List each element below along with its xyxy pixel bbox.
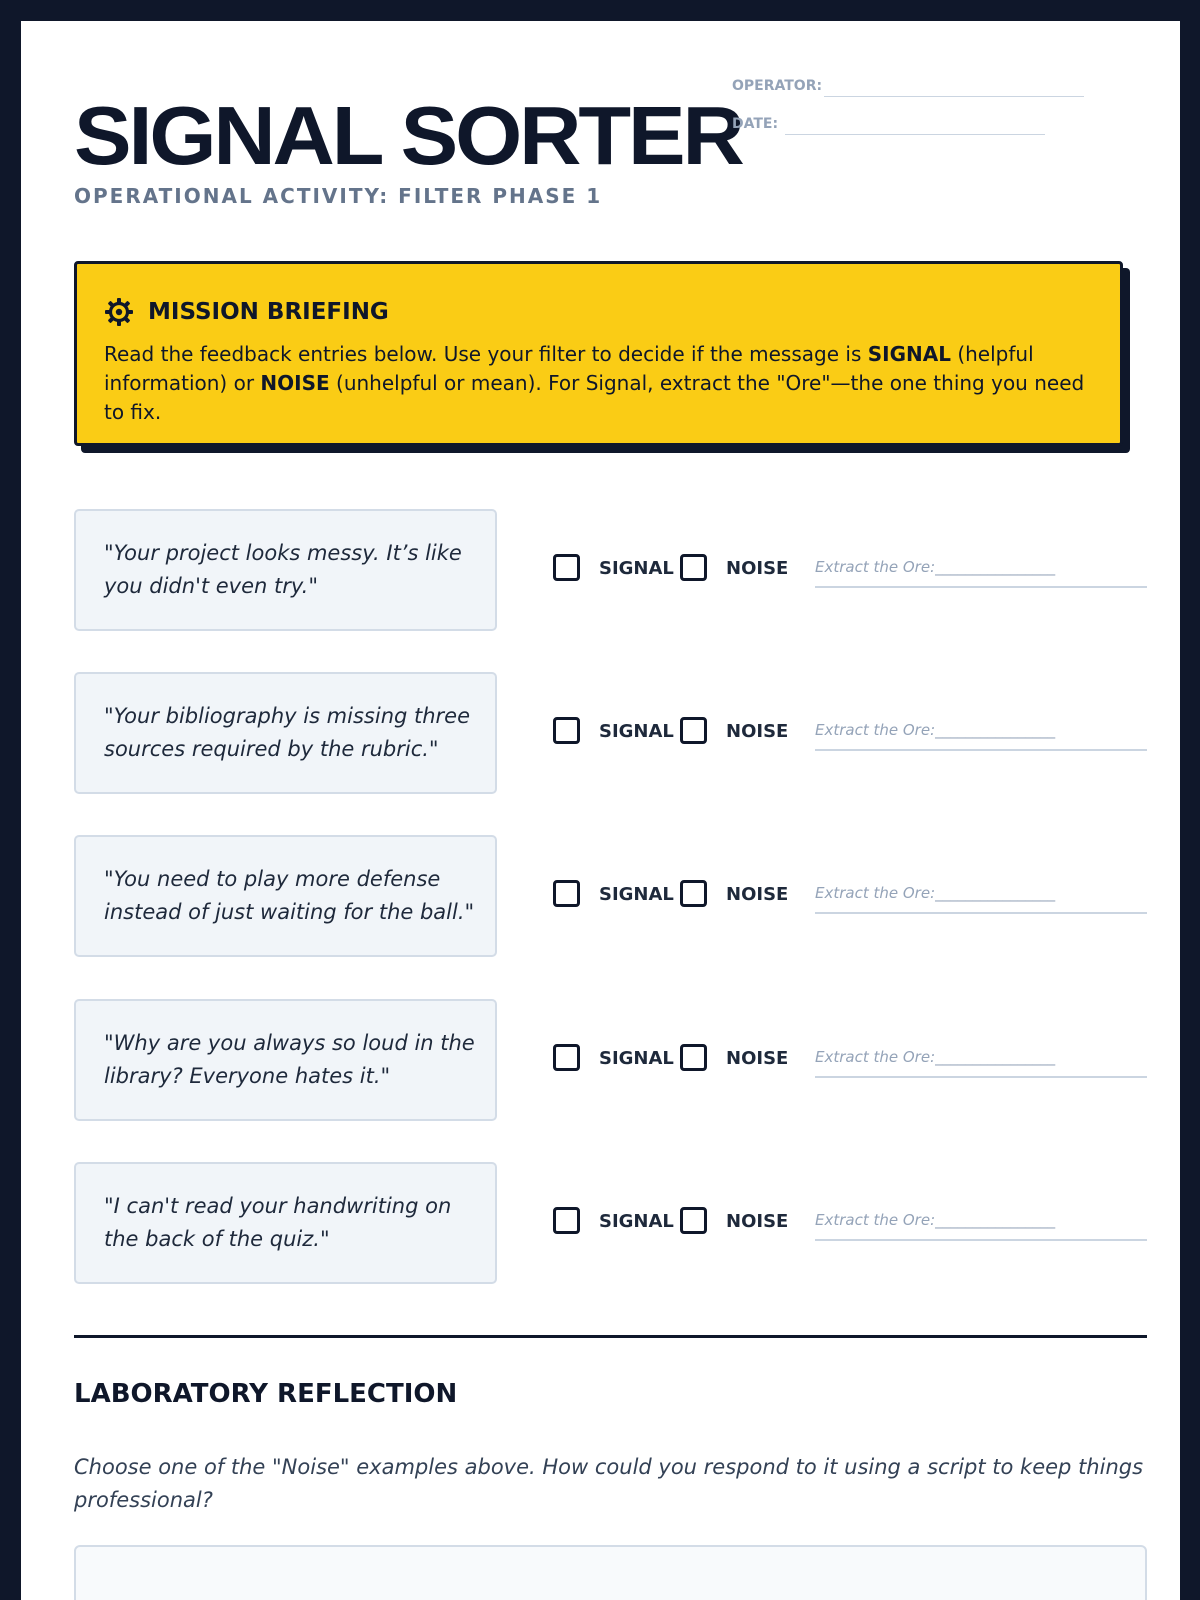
operator-label: OPERATOR: <box>732 78 823 94</box>
date-field[interactable] <box>785 134 1045 135</box>
reflection-title: LABORATORY REFLECTION <box>74 1379 458 1409</box>
section-divider <box>74 1335 1147 1338</box>
signal-keyword: SIGNAL <box>867 342 951 366</box>
noise-checkbox[interactable] <box>680 880 707 907</box>
signal-checkbox[interactable] <box>553 880 580 907</box>
noise-label: NOISE <box>726 884 789 905</box>
signal-label: SIGNAL <box>599 1211 674 1232</box>
signal-checkbox[interactable] <box>553 1044 580 1071</box>
feedback-entry <box>74 509 1147 631</box>
ore-answer-field[interactable] <box>815 749 1147 751</box>
page-subtitle: OPERATIONAL ACTIVITY: FILTER PHASE 1 <box>74 184 603 208</box>
signal-checkbox[interactable] <box>553 1207 580 1234</box>
noise-checkbox[interactable] <box>680 717 707 744</box>
feedback-quote: "I can't read your handwriting on the back of the quiz." <box>74 1162 497 1284</box>
noise-keyword: NOISE <box>260 371 330 395</box>
ore-answer-field[interactable] <box>815 1239 1147 1241</box>
date-label: DATE: <box>732 116 779 132</box>
ore-label: Extract the Ore:________________ <box>815 1211 1056 1229</box>
page-title: SIGNAL SORTER <box>74 89 742 182</box>
ore-label: Extract the Ore:________________ <box>815 1048 1056 1066</box>
signal-label: SIGNAL <box>599 558 674 579</box>
mission-briefing-box <box>74 261 1123 446</box>
briefing-title: MISSION BRIEFING <box>148 299 389 325</box>
feedback-quote: "Why are you always so loud in the library? Everyone hates it." <box>74 999 497 1121</box>
briefing-header <box>104 292 1094 332</box>
ore-label: Extract the Ore:________________ <box>815 721 1056 739</box>
feedback-quote: "Your bibliography is missing three sources required by the rubric." <box>74 672 497 794</box>
gear-icon <box>104 297 134 327</box>
noise-checkbox[interactable] <box>680 554 707 581</box>
feedback-entry <box>74 999 1147 1121</box>
ore-label: Extract the Ore:________________ <box>815 884 1056 902</box>
ore-answer-field[interactable] <box>815 912 1147 914</box>
signal-label: SIGNAL <box>599 884 674 905</box>
noise-label: NOISE <box>726 721 789 742</box>
feedback-quote: "Your project looks messy. It’s like you didn't even try." <box>74 509 497 631</box>
operator-field[interactable] <box>824 96 1084 97</box>
signal-checkbox[interactable] <box>553 554 580 581</box>
noise-label: NOISE <box>726 1211 789 1232</box>
ore-answer-field[interactable] <box>815 586 1147 588</box>
feedback-entry <box>74 1162 1147 1284</box>
feedback-entry <box>74 672 1147 794</box>
feedback-quote: "You need to play more defense instead of just waiting for the ball." <box>74 835 497 957</box>
briefing-text: Read the feedback entries below. Use your filter to decide if the message is SIGNAL (helpful information) or NOISE (unhelpful or mean). For Signal, extract the "Ore"—the one thing you need to fix. <box>104 342 1085 424</box>
ore-label: Extract the Ore:________________ <box>815 558 1056 576</box>
noise-checkbox[interactable] <box>680 1207 707 1234</box>
ore-answer-field[interactable] <box>815 1076 1147 1078</box>
signal-label: SIGNAL <box>599 721 674 742</box>
signal-label: SIGNAL <box>599 1048 674 1069</box>
reflection-prompt: Choose one of the "Noise" examples above. How could you respond to it using a script to keep things professional? <box>74 1455 1144 1512</box>
reflection-answer-box[interactable] <box>74 1545 1147 1600</box>
signal-checkbox[interactable] <box>553 717 580 744</box>
noise-label: NOISE <box>726 1048 789 1069</box>
noise-checkbox[interactable] <box>680 1044 707 1071</box>
feedback-entry <box>74 835 1147 957</box>
noise-label: NOISE <box>726 558 789 579</box>
worksheet-page <box>21 21 1180 1600</box>
